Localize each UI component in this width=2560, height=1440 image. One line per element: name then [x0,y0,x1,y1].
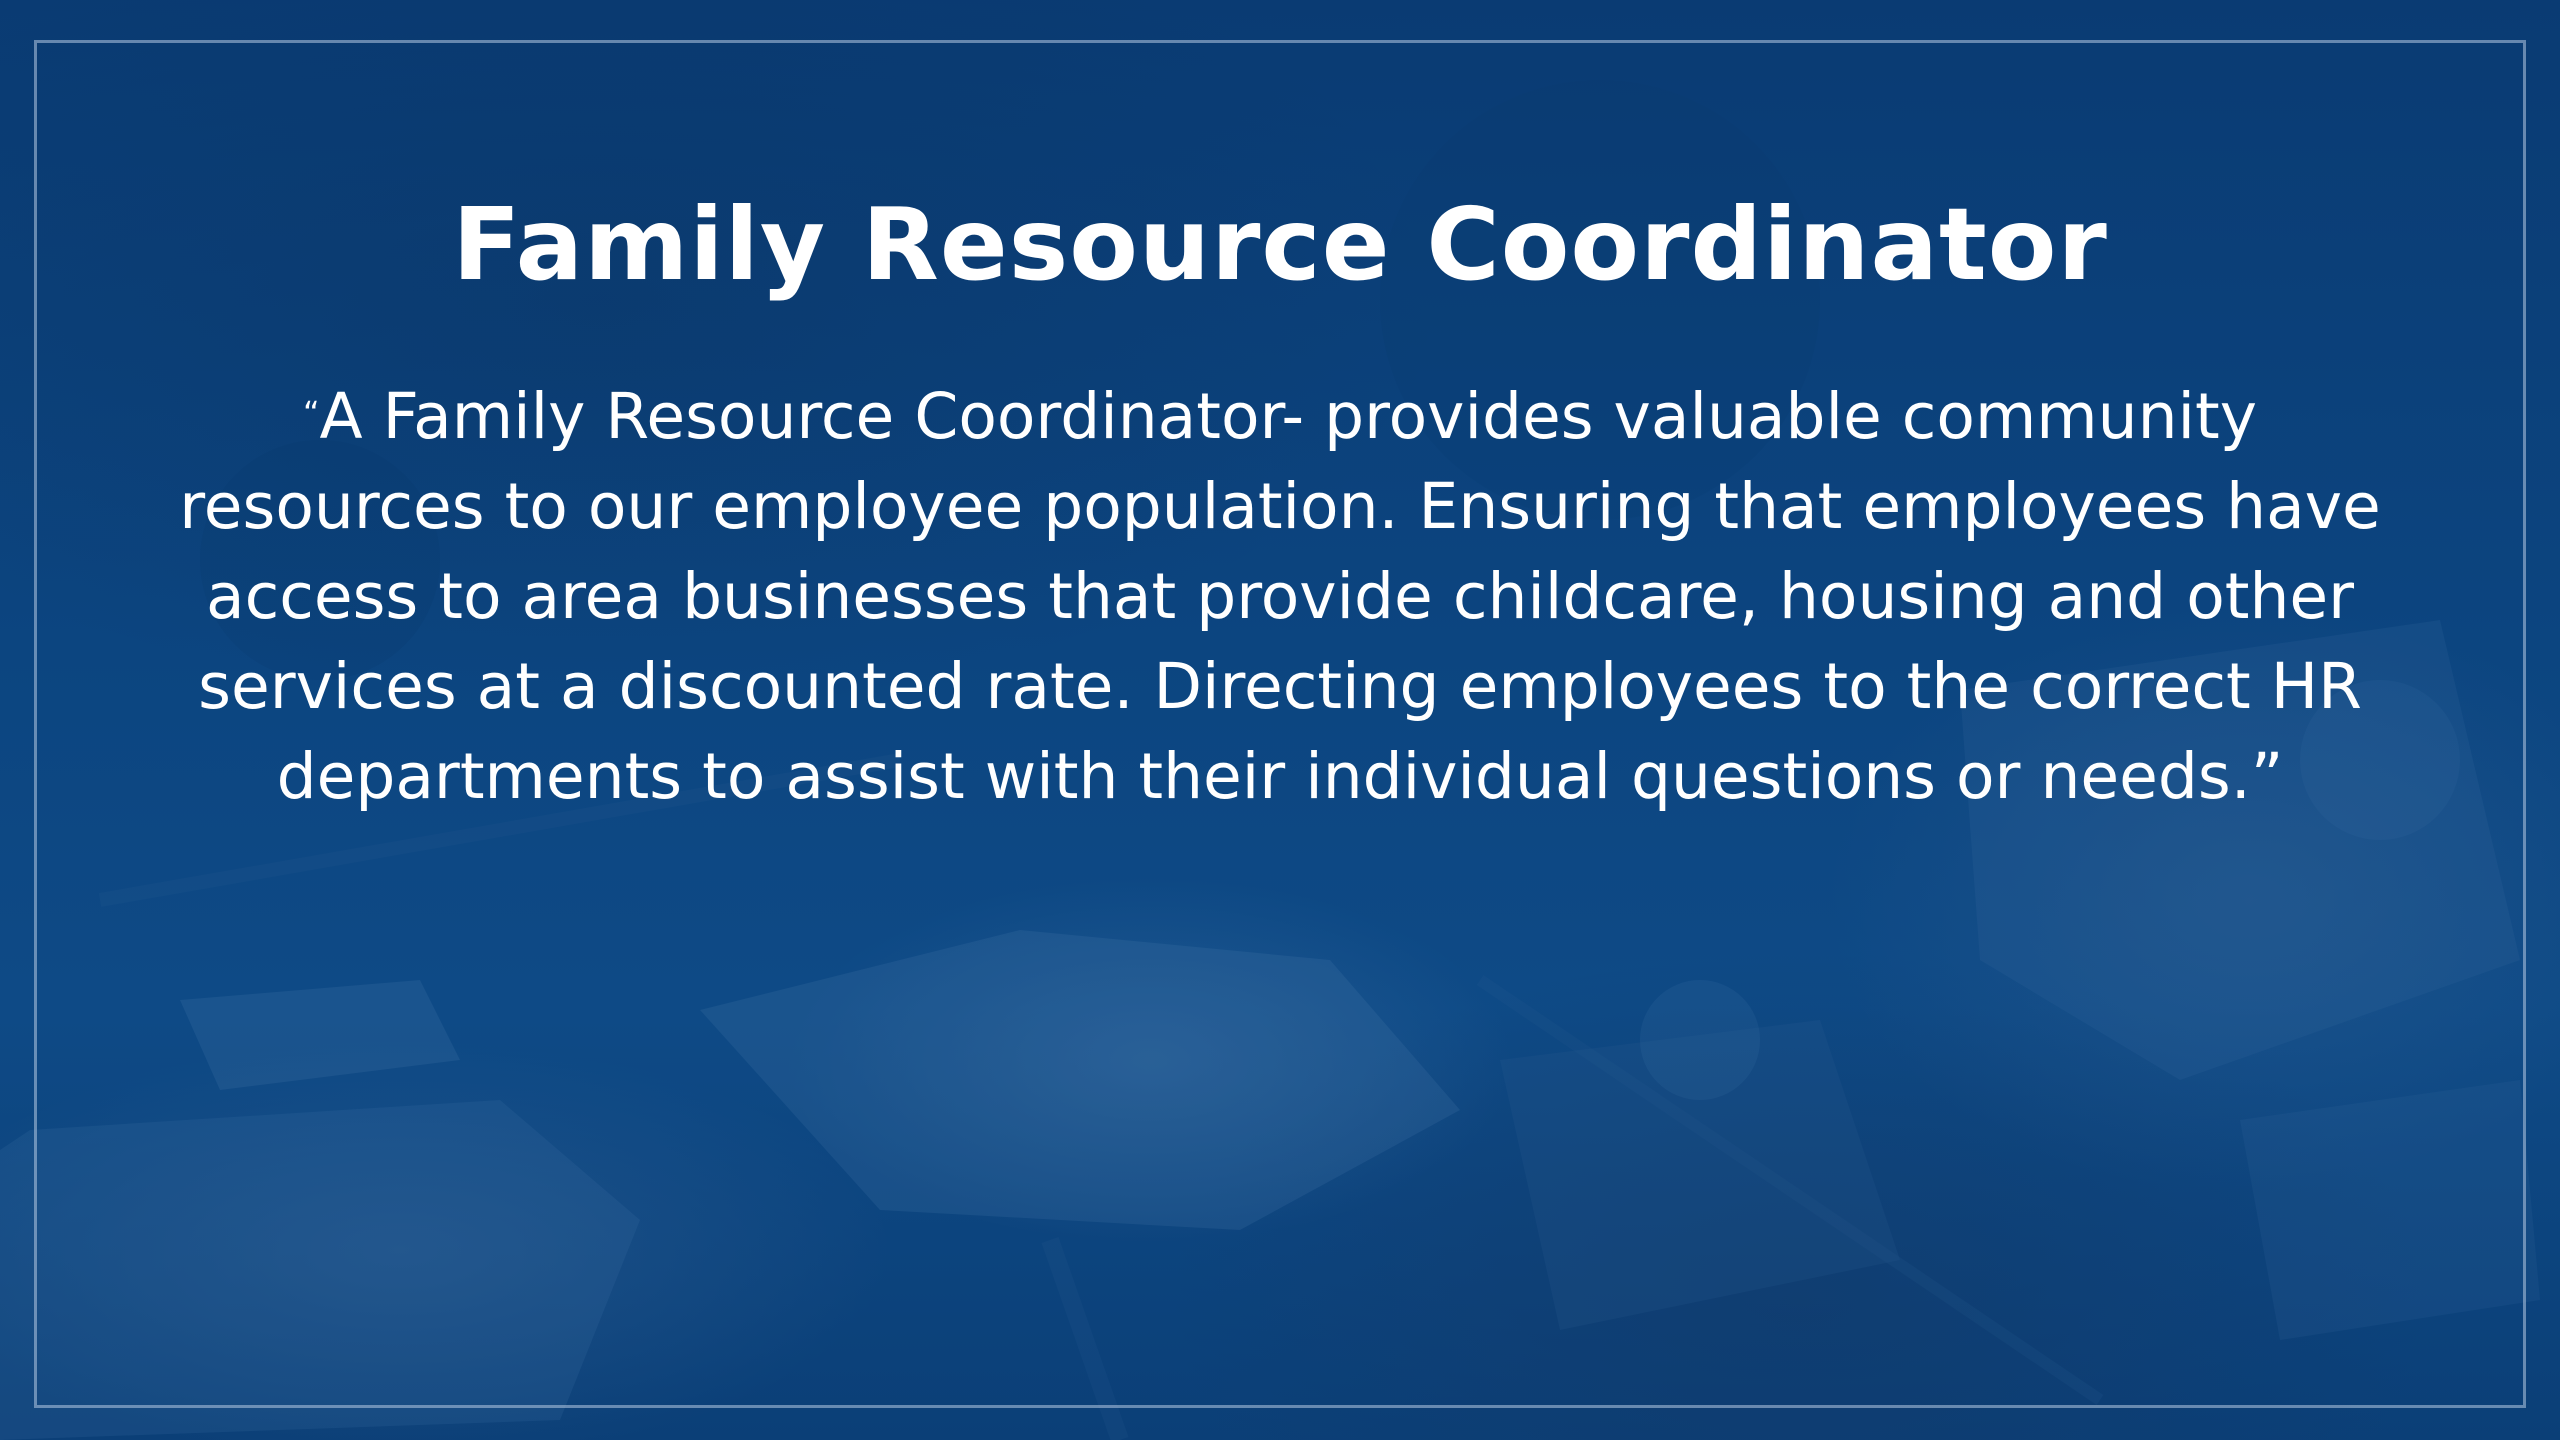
slide-title: Family Resource Coordinator [452,186,2108,303]
quote-text: A Family Resource Coordinator- provides valuable community resources to our employee population. Ensuring that employees have access to area businesses that provide childcare, housing and other services at a discounted rate. Directing employees to the correct HR departments to assist with their individual questions or needs.” [179,380,2381,813]
opening-quote-mark: “ [302,394,320,432]
quote-paragraph [170,368,2390,822]
